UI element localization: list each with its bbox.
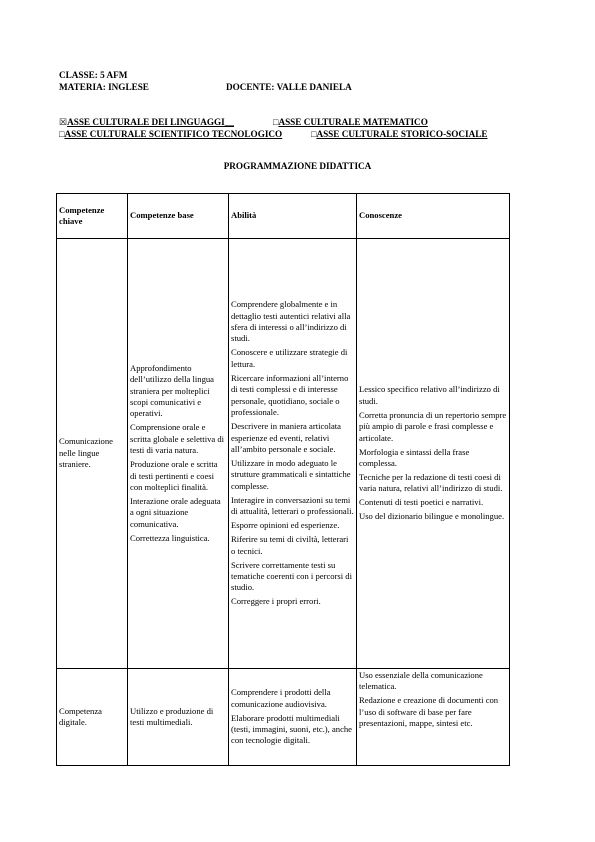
list-item: Riferire su temi di civiltà, letterari o tecnici.: [231, 534, 349, 556]
list-item: Corretta pronuncia di un repertorio sempre più ampio di parole e frasi complesse e articolate.: [359, 409, 507, 443]
table-header-row: [57, 194, 510, 239]
list-item: Esporre opinioni ed esperienze.: [231, 520, 340, 531]
materia-label: MATERIA: INGLESE: [59, 82, 149, 92]
asse-storico: [311, 129, 487, 140]
list-item: Ricercare informazioni all’interno di testi complessi e di interesse personale, quotidiano, sociale o professionale.: [231, 372, 349, 418]
list-item: Elaborare prodotti multimediali (testi, immagini, suoni, etc.), anche con tecnologie digitali.: [231, 712, 352, 746]
list-item: Scrivere correttamente testi su tematiche coerenti con i percorsi di studio.: [231, 559, 352, 593]
table-row: [57, 239, 510, 669]
list-item: Comprendere globalmente e in dettaglio testi autentici relativi alla sfera di interessi o all’indirizzo di studi.: [231, 299, 351, 344]
header-competenze-base: Competenze base: [128, 194, 229, 239]
asse-matematico: [273, 117, 428, 128]
list-item: Conoscere e utilizzare strategie di lettura.: [231, 347, 348, 369]
list-item: Morfologia e sintassi della frase complessa.: [359, 446, 470, 468]
header-abilita: Abilità: [229, 194, 357, 239]
checkbox-icon: □: [273, 117, 279, 127]
cell-abilita: [229, 239, 357, 669]
document-title: PROGRAMMAZIONE DIDATTICA: [223, 161, 372, 171]
cell-abilita: [229, 669, 357, 766]
list-item: Utilizzare in modo adeguato le strutture grammaticali e sintattiche complesse.: [231, 457, 351, 491]
asse-label: ASSE CULTURALE SCIENTIFICO TECNOLOGICO: [64, 129, 283, 139]
checkbox-icon: □: [311, 129, 317, 139]
asse-linguaggi: [59, 117, 234, 128]
cell-conoscenze: [357, 669, 510, 766]
cell-chiave: Comunicazione nelle lingue straniere.: [57, 239, 128, 669]
list-item: Tecniche per la redazione di testi coesi di varia natura, relativi all’indirizzo di studi.: [359, 471, 503, 494]
list-item: Redazione e creazione di documenti con l’uso di software di base per fare presentazioni, mappe, sintesi etc.: [359, 695, 499, 729]
list-item: Uso essenziale della comunicazione telematica.: [359, 670, 483, 692]
table-row: [57, 669, 510, 766]
cell-conoscenze: [357, 239, 510, 669]
cell-base: [128, 239, 229, 669]
list-item: Utilizzo e produzione di testi multimediali.: [130, 705, 214, 727]
list-item: Approfondimento dell’utilizzo della lingua straniera per molteplici scopi comunicativi e operativi.: [130, 362, 214, 419]
classe-label: CLASSE: 5 AFM: [59, 70, 128, 80]
list-item: Lessico specifico relativo all’indirizzo di studi.: [359, 384, 500, 406]
list-item: Uso del dizionario bilingue e monolingue.: [359, 511, 505, 522]
list-item: Contenuti di testi poetici e narrativi.: [359, 497, 484, 508]
list-item: Descrivere in maniera articolata esperienze ed eventi, relativi all’ambito personale e sociale.: [231, 421, 341, 454]
checked-box-icon: ☒: [59, 117, 68, 127]
list-item: Correttezza linguistica.: [130, 532, 210, 543]
list-item: Comprendere i prodotti della comunicazione audiovisiva.: [231, 687, 331, 709]
list-item: Correggere i propri errori.: [231, 596, 321, 607]
asse-label: ASSE CULTURALE DEI LINGUAGGI__: [67, 117, 234, 127]
docente-label: DOCENTE: VALLE DANIELA: [226, 82, 352, 92]
header-conoscenze: Conoscenze: [357, 194, 510, 239]
list-item: Interagire in conversazioni su temi di attualità, letterari o professionali.: [231, 494, 354, 517]
list-item: Produzione orale e scritta di testi pertinenti e coesi con molteplici finalità.: [130, 459, 218, 493]
list-item: Interazione orale adeguata a ogni situazione comunicativa.: [130, 496, 221, 529]
asse-scientifico: [59, 129, 282, 140]
asse-label: ASSE CULTURALE STORICO-SOCIALE: [316, 129, 488, 139]
cell-base: [128, 669, 229, 766]
asse-label: ASSE CULTURALE MATEMATICO: [278, 117, 428, 127]
cell-chiave: Competenza digitale.: [57, 669, 128, 766]
list-item: Comprensione orale e scritta globale e selettiva di testi di varia natura.: [130, 422, 225, 456]
header-competenze-chiave: Competenze chiave: [57, 194, 128, 239]
programmazione-table: [56, 193, 510, 766]
checkbox-icon: □: [59, 129, 65, 139]
